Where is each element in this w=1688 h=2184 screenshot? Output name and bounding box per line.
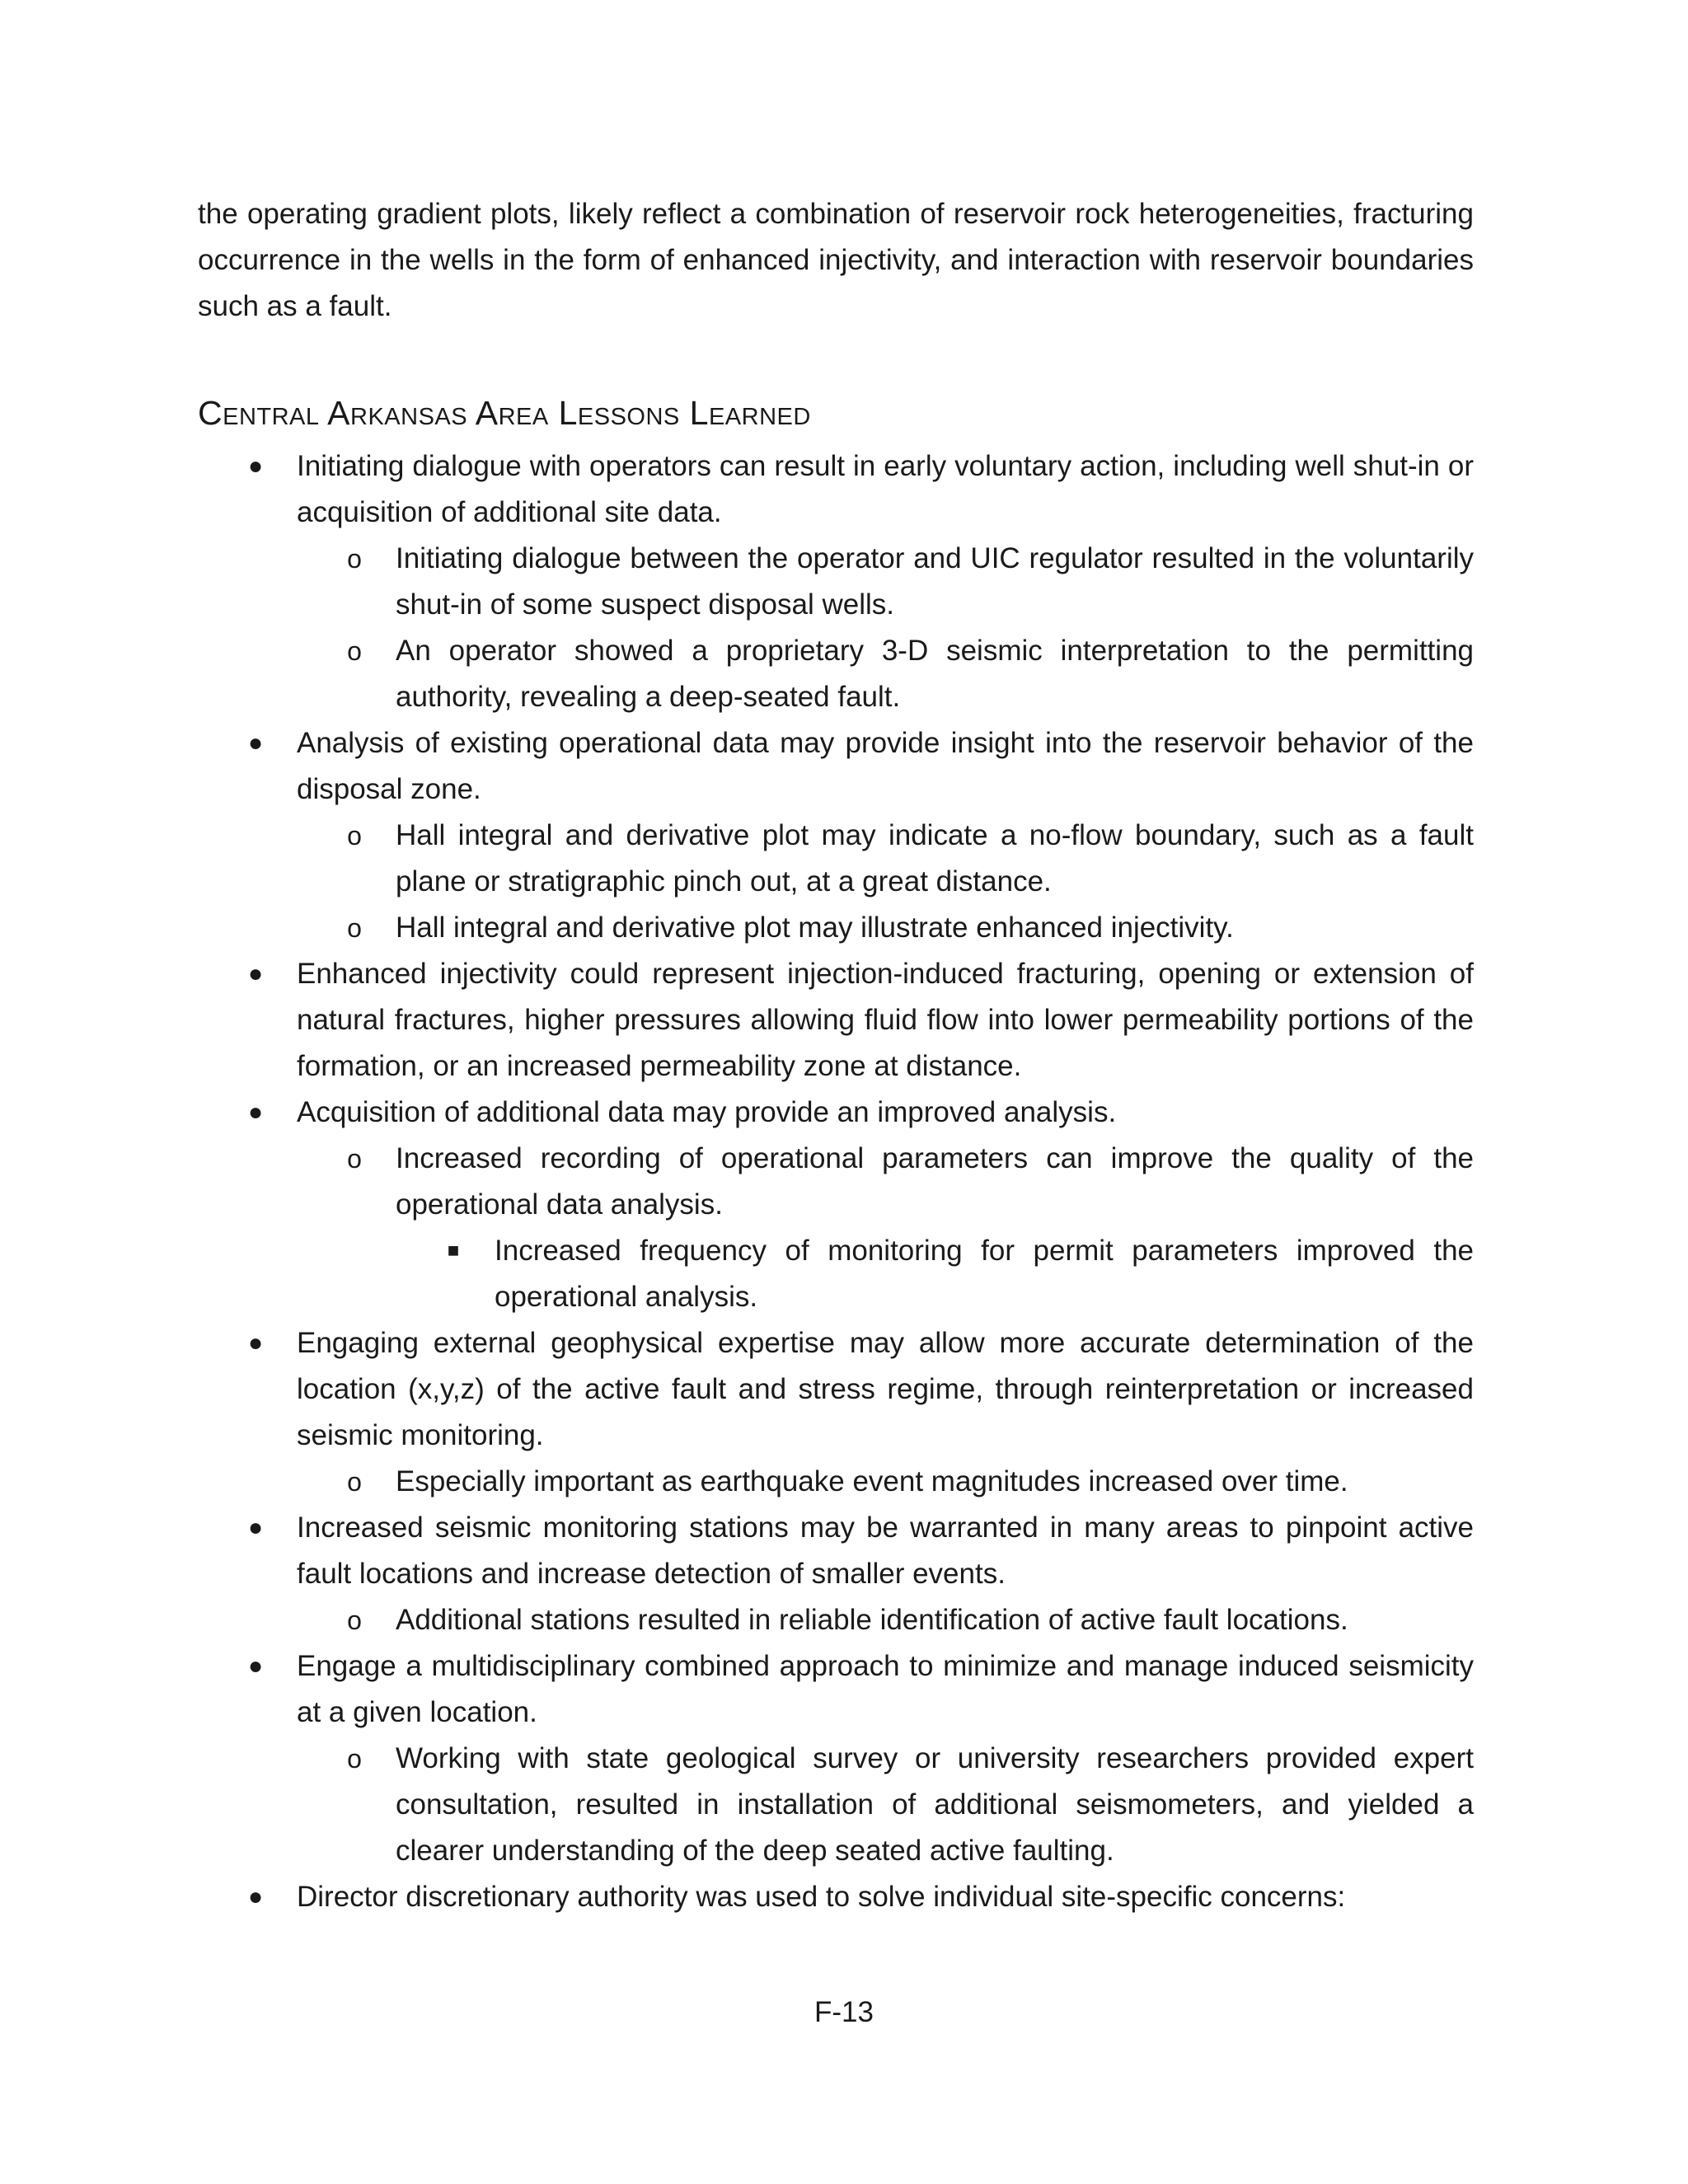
circle-marker: o (347, 1605, 362, 1635)
item-text: Hall integral and derivative plot may indicate a no-flow boundary, such as a fault plane or stratigraphic pinch out, at a great distance. (396, 819, 1474, 898)
circle-marker: o (347, 1744, 362, 1774)
page-content (198, 191, 1474, 1920)
item-text: Increased frequency of monitoring for permit parameters improved the operational analysis. (495, 1235, 1474, 1313)
bullet-item (198, 1505, 1474, 1597)
intro-paragraph: the operating gradient plots, likely reflect a combination of reservoir rock heterogeneities, fracturing occurrence in the wells in the form of enhanced injectivity, and interaction with reservoir boundaries such as a fault. (198, 198, 1474, 322)
circle-marker: o (347, 821, 362, 851)
bullet-marker: ● (247, 1652, 264, 1680)
sub-bullet-item (198, 1459, 1474, 1505)
bullet-marker: ● (247, 1514, 264, 1541)
sub-bullet-item (198, 536, 1474, 628)
bullet-item (198, 443, 1474, 536)
bullet-marker: ● (247, 1883, 264, 1910)
circle-marker: o (347, 636, 362, 666)
circle-marker: o (347, 1144, 362, 1174)
bullet-item (198, 1090, 1474, 1136)
bullet-item (198, 1643, 1474, 1736)
sub-bullet-item (198, 1736, 1474, 1874)
circle-marker: o (347, 913, 362, 943)
item-text: Increased seismic monitoring stations may be warranted in many areas to pinpoint active fault locations and increase detection of smaller events. (297, 1511, 1474, 1590)
bullet-marker: ● (247, 1329, 264, 1357)
bullet-item (198, 951, 1474, 1090)
item-text: Increased recording of operational parameters can improve the quality of the operational data analysis. (396, 1142, 1474, 1221)
page-number: F-13 (814, 1996, 874, 2028)
item-text: Enhanced injectivity could represent injection-induced fracturing, opening or extension of natural fractures, higher pressures allowing fluid flow into lower permeability portions of the formation, or an increased permeability zone at distance. (297, 958, 1474, 1082)
sub-bullet-item (198, 628, 1474, 720)
sub-bullet-item (198, 1597, 1474, 1643)
item-text: Initiating dialogue with operators can result in early voluntary action, including well shut-in or acquisition of additional site data. (297, 450, 1474, 528)
section-heading: Central Arkansas Area Lessons Learned (198, 394, 811, 432)
sub-bullet-item (198, 905, 1474, 951)
item-text: Hall integral and derivative plot may illustrate enhanced injectivity. (396, 912, 1234, 944)
item-text: Initiating dialogue between the operator and UIC regulator resulted in the voluntarily shut-in of some suspect disposal wells. (396, 542, 1474, 621)
item-text: Especially important as earthquake event magnitudes increased over time. (396, 1465, 1348, 1497)
bullet-item (198, 720, 1474, 813)
item-text: Engaging external geophysical expertise may allow more accurate determination of the location (x,y,z) of the active fault and stress regime, through reinterpretation or increased seismic monitoring. (297, 1327, 1474, 1451)
item-text: Director discretionary authority was used to solve individual site-specific concerns: (297, 1881, 1346, 1913)
sub-sub-bullet-item (198, 1228, 1474, 1320)
bullet-item (198, 1320, 1474, 1459)
item-text: An operator showed a proprietary 3-D seismic interpretation to the permitting authority, revealing a deep-seated fault. (396, 635, 1474, 713)
circle-marker: o (347, 544, 362, 574)
item-text: Analysis of existing operational data may provide insight into the reservoir behavior of the disposal zone. (297, 727, 1474, 805)
lessons-list (198, 443, 1474, 1920)
item-text: Engage a multidisciplinary combined approach to minimize and manage induced seismicity at a given location. (297, 1650, 1474, 1728)
bullet-marker: ● (247, 960, 264, 987)
sub-bullet-item (198, 813, 1474, 905)
bullet-marker: ● (247, 1099, 264, 1126)
bullet-marker: ● (247, 452, 264, 480)
item-text: Acquisition of additional data may provide an improved analysis. (297, 1096, 1117, 1128)
circle-marker: o (347, 1467, 362, 1497)
bullet-item (198, 1874, 1474, 1920)
sub-bullet-item (198, 1136, 1474, 1228)
square-marker: ■ (447, 1240, 460, 1262)
item-text: Working with state geological survey or university researchers provided expert consultation, resulted in installation of additional seismometers, and yielded a clearer understanding of the deep seated active faulting. (396, 1742, 1474, 1867)
item-text: Additional stations resulted in reliable identification of active fault locations. (396, 1604, 1348, 1636)
bullet-marker: ● (247, 729, 264, 757)
